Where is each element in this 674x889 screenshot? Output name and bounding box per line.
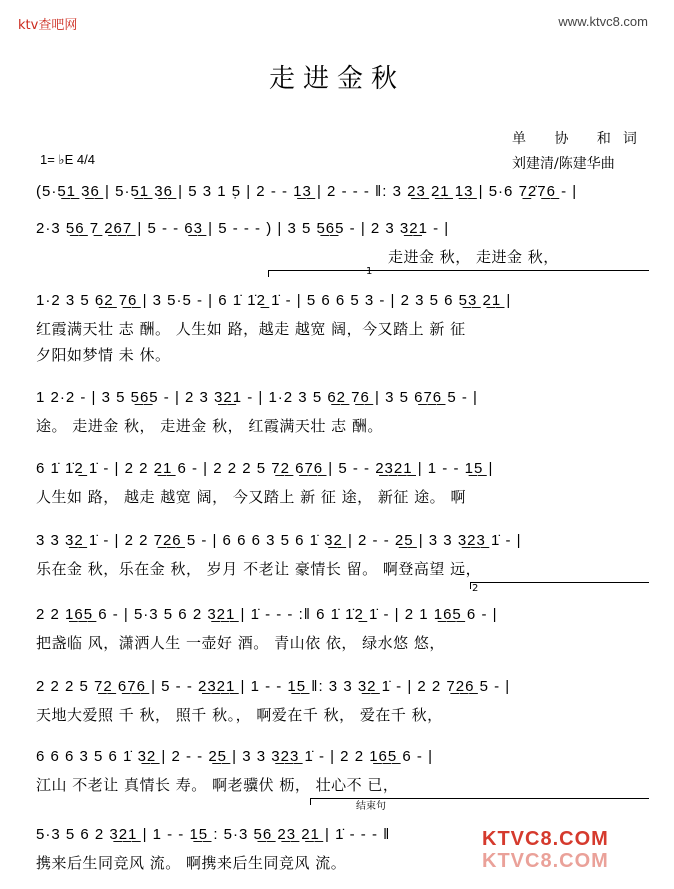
lyric-row-6: 乐在金 秋，乐在金 秋， 岁月 不老让 豪情长 留。 啊登高望 远， [36, 560, 482, 578]
song-title: 走进金秋 [268, 64, 405, 94]
lyric-row-8: 天地大爱照 千 秋， 照千 秋。， 啊爱在千 秋， 爱在千 秋， [36, 706, 443, 724]
notation-row-2: 2·3 5̲6̲ 7̲ 2̲6̲7̲ | 5 - - 6̲3̲ | 5 - - - ) | 3 5 5̲6̲5 - | 2 3 3̲2̲1 - | [36, 220, 450, 237]
watermark-left: ktv查吧网 [18, 18, 78, 33]
notation-row-8: 2 2 2 5 7̲2̲ 6̲7̲6̲ | 5 - - 2̲3̲2̲1̲ | 1 - - 1̲5̲ ‖: 3 3 3̲2̲ 1̇ - | 2 2 7̲2̲6̲ 5 - | [36, 678, 511, 695]
lyric-row-3a: 红霞满天壮 志 酬。 人生如 路，越走 越宽 阔，今又踏上 新 征 [36, 320, 466, 338]
lyric-row-2: 走进金 秋， 走进金 秋， [388, 248, 559, 266]
key-signature: 1= ♭E 4/4 [40, 152, 95, 167]
notation-row-10: 5·3 5 6 2 3̲2̲1̲ | 1 - - 1̲5̲ : 5·3 5̲6̲ 2̲3̲ 2̲1̲ | 1̇ - - - ‖ [36, 826, 391, 843]
composer-credit: 刘建清/陈建华曲 [512, 156, 615, 172]
notation-row-1: (5·5̲1̲ 3̲6̲ | 5·5̲1̲ 3̲6̲ | 5 3 1 5̣ | 2 - - 1̲3̲ | 2 - - - ‖: 3 2̲3̲ 2̲1̲ 1̲3̲ | 5·6 7̲2̇7̲6̲ - | [36, 183, 578, 200]
lyric-row-4: 途。 走进金 秋， 走进金 秋， 红霞满天壮 志 酬。 [36, 417, 383, 435]
lyric-row-10: 携来后生同竞风 流。 啊携来后生同竞风 流。 [36, 854, 347, 872]
lyric-row-7: 把盏临 风，潇洒人生 一壶好 酒。 青山依 依， 绿水悠 悠， [36, 634, 445, 652]
notation-row-3: 1·2 3 5 6̲2̲ 7̲6̲ | 3 5·5 - | 6 1̇ 1̇2̲ 1̇ - | 5 6 6 5 3 - | 2 3 5 6 5̲3̲ 2̲1̲ | [36, 292, 512, 309]
lyric-row-5: 人生如 路， 越走 越宽 阔， 今又踏上 新 征 途， 新征 途。 啊 [36, 488, 466, 506]
volta-1-label: 1 [366, 266, 373, 277]
notation-row-5: 6 1̇ 1̇2̲ 1̇ - | 2 2 2̲1̲ 6 - | 2 2 2 5 7̲2̲ 6̲7̲6̲ | 5 - - 2̲3̲2̲1̲ | 1 - - 1̲5̲ | [36, 460, 494, 477]
stamp-line-1: KTVC8.COM [482, 828, 609, 850]
lyric-row-3b: 夕阳如梦情 未 休。 [36, 346, 171, 364]
ktvc8-stamp-logo [478, 822, 650, 878]
lyric-row-9: 江山 不老让 真情长 寿。 啊老骥伏 枥， 壮心不 已， [36, 776, 399, 794]
notation-row-7: 2 2 1̲6̲5̲ 6 - | 5·3 5 6 2 3̲2̲1̲ | 1̇ - - - :‖ 6 1̇ 1̇2̲ 1̇ - | 2 1 1̲6̲5̲ 6 - | [36, 606, 498, 623]
volta-2-bracket [470, 582, 649, 589]
coda-label: 结束句 [356, 801, 386, 812]
notation-row-6: 3 3 3̲2̲ 1̇ - | 2 2 7̲2̲6̲ 5 - | 6 6 6 3 5 6 1̇ 3̲2̲ | 2 - - 2̲5̲ | 3 3 3̲2̲3̲ 1̇ - | [36, 532, 522, 549]
stamp-line-2: KTVC8.COM [482, 850, 609, 872]
lyricist-credit: 单 协 和词 [512, 131, 649, 147]
volta-1-bracket [268, 270, 649, 277]
notation-row-9: 6 6 6 3 5 6 1̇ 3̲2̲ | 2 - - 2̲5̲ | 3 3 3̲2̲3̲ 1̇ - | 2 2 1̲6̲5̲ 6 - | [36, 748, 433, 765]
notation-row-4: 1 2·2 - | 3 5 5̲6̲5 - | 2 3 3̲2̲1 - | 1·2 3 5 6̲2̲ 7̲6̲ | 3 5 6̲7̲6̲ 5 - | [36, 389, 478, 406]
volta-2-label: 2 [472, 583, 479, 594]
watermark-right: www.ktvc8.com [558, 14, 648, 29]
